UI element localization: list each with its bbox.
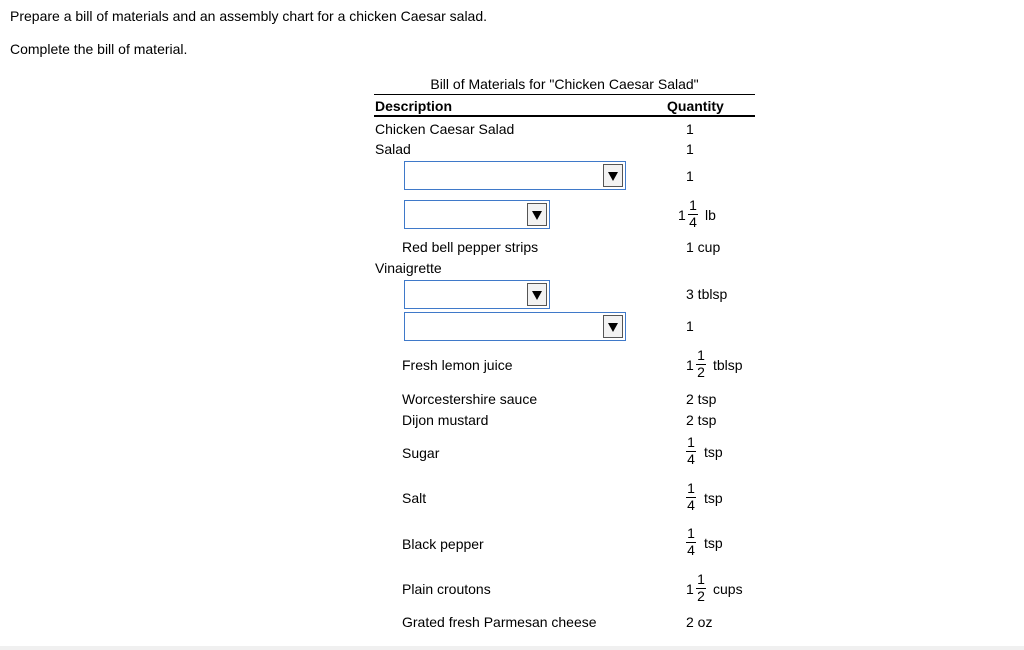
qty-parmesan: 2 oz: [686, 614, 713, 630]
vinaigrette-item-1-select[interactable]: [404, 280, 550, 309]
row-croutons: Plain croutons: [402, 581, 491, 597]
bottom-divider: [0, 646, 1024, 650]
qty-unit: tsp: [704, 535, 723, 551]
qty-chicken-caesar-salad: 1: [686, 121, 694, 137]
row-dijon: Dijon mustard: [402, 412, 489, 428]
prompt-text: Prepare a bill of materials and an assembly chart for a chicken Caesar salad.: [10, 8, 488, 24]
qty-numerator: 1: [687, 480, 695, 496]
header-underline: [374, 115, 755, 117]
row-black-pepper: Black pepper: [402, 536, 484, 552]
row-salad: Salad: [375, 141, 411, 157]
qty-whole: 1: [686, 581, 694, 597]
qty-vinaigrette-item-1: 3 tblsp: [686, 286, 728, 302]
row-worcestershire: Worcestershire sauce: [402, 391, 538, 407]
row-chicken-caesar-salad: Chicken Caesar Salad: [375, 121, 515, 137]
row-parmesan: Grated fresh Parmesan cheese: [402, 614, 597, 630]
row-red-bell-pepper: Red bell pepper strips: [402, 239, 539, 255]
salad-item-1-select[interactable]: [404, 161, 626, 190]
qty-numerator: 1: [687, 525, 695, 541]
dropdown-arrow-icon[interactable]: [527, 203, 547, 226]
qty-whole: 1: [678, 207, 686, 223]
salad-item-2-select[interactable]: [404, 200, 550, 229]
vinaigrette-item-2-select[interactable]: [404, 312, 626, 341]
qty-numerator: 1: [689, 197, 697, 213]
title-underline: [374, 94, 755, 95]
qty-denominator: 4: [687, 542, 695, 558]
qty-whole: 1: [686, 357, 694, 373]
task-text: Complete the bill of material.: [10, 41, 188, 57]
dropdown-arrow-icon[interactable]: [603, 164, 623, 187]
qty-dijon: 2 tsp: [686, 412, 717, 428]
row-salt: Salt: [402, 490, 427, 506]
qty-unit: tsp: [704, 490, 723, 506]
qty-unit: tsp: [704, 444, 723, 460]
qty-salad-item-1: 1: [686, 168, 694, 184]
qty-denominator: 4: [689, 214, 697, 230]
qty-numerator: 1: [697, 347, 705, 363]
row-vinaigrette: Vinaigrette: [375, 260, 442, 276]
bom-title: Bill of Materials for "Chicken Caesar Salad": [430, 76, 699, 92]
qty-unit: lb: [705, 207, 716, 223]
qty-denominator: 4: [687, 497, 695, 513]
qty-worcestershire: 2 tsp: [686, 391, 717, 407]
qty-unit: tblsp: [713, 357, 743, 373]
qty-vinaigrette-item-2: 1: [686, 318, 694, 334]
qty-unit: cups: [713, 581, 743, 597]
row-lemon-juice: Fresh lemon juice: [402, 357, 513, 373]
qty-numerator: 1: [687, 434, 695, 450]
qty-denominator: 2: [697, 588, 705, 604]
qty-numerator: 1: [697, 571, 705, 587]
qty-denominator: 4: [687, 451, 695, 467]
qty-denominator: 2: [697, 364, 705, 380]
description-header: Description: [375, 98, 453, 114]
quantity-header: Quantity: [667, 98, 724, 114]
row-sugar: Sugar: [402, 445, 440, 461]
dropdown-arrow-icon[interactable]: [527, 283, 547, 306]
qty-red-bell-pepper: 1 cup: [686, 239, 721, 255]
qty-salad: 1: [686, 141, 694, 157]
dropdown-arrow-icon[interactable]: [603, 315, 623, 338]
